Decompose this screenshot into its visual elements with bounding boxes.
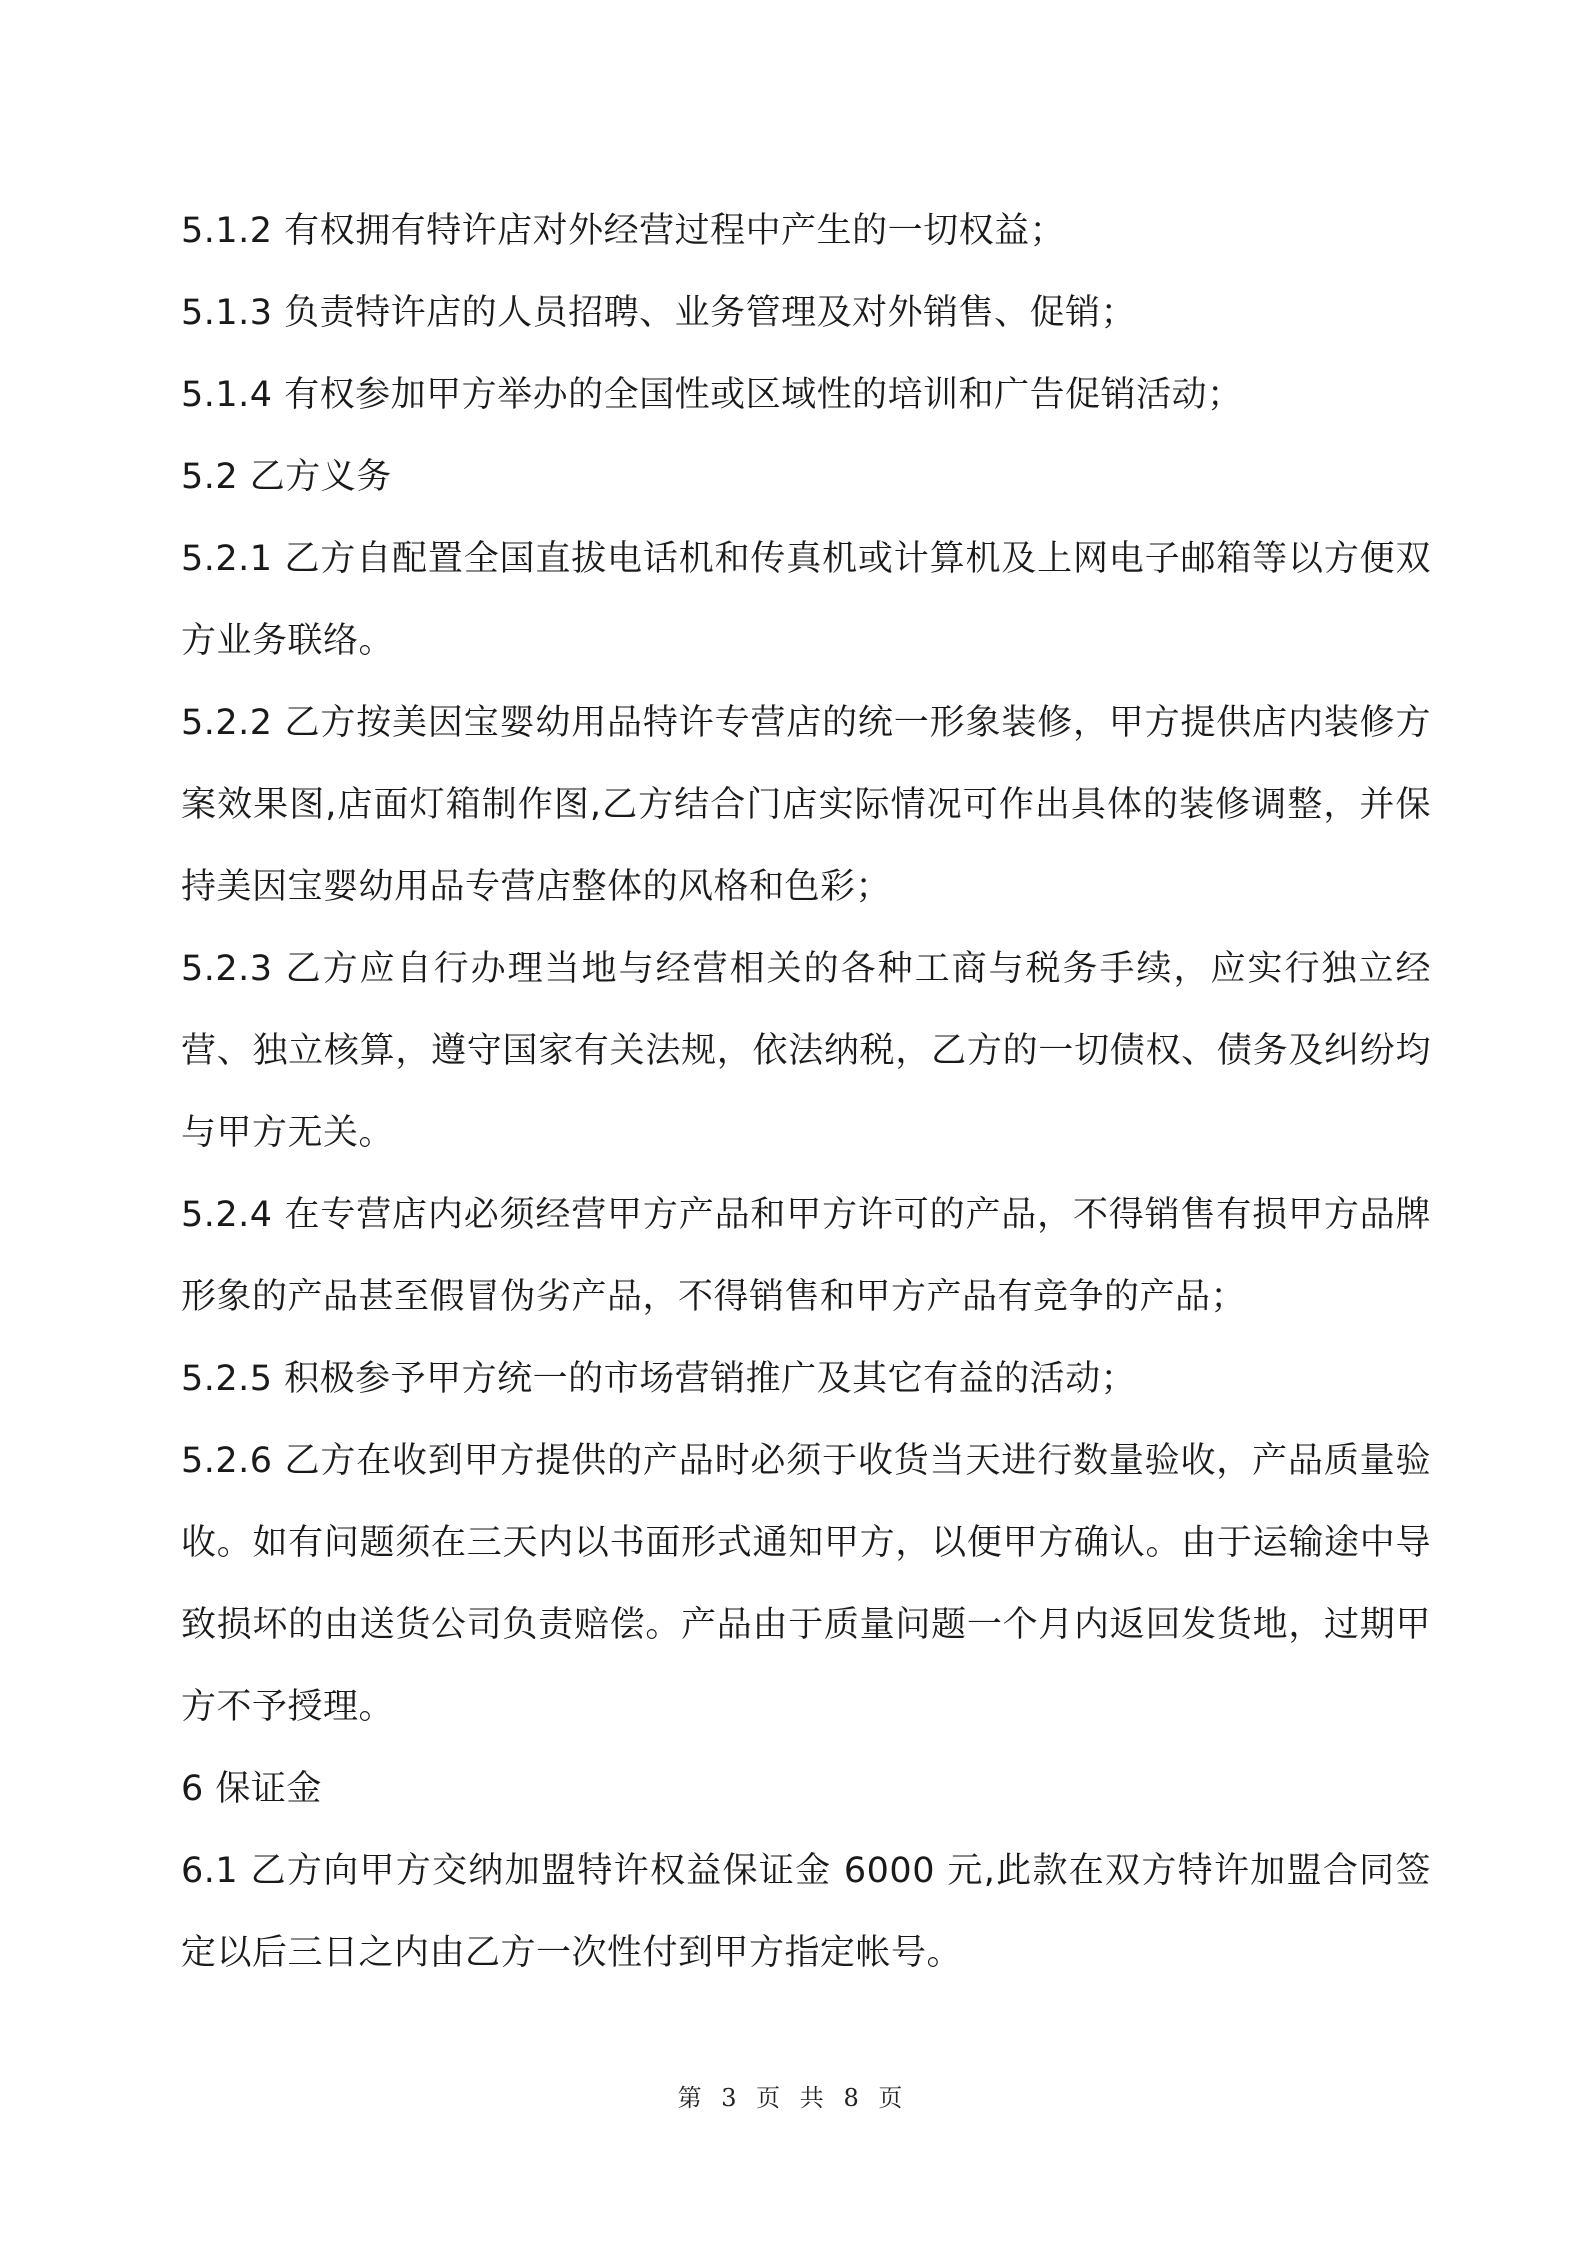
clause-5-2-1: 5.2.1 乙方自配置全国直拔电话机和传真机或计算机及上网电子邮箱等以方便双方业务联络。 — [181, 539, 1431, 661]
clause-5-2-3: 5.2.3 乙方应自行办理当地与经营相关的各种工商与税务手续，应实行独立经营、独立核算，遵守国家有关法规，依法纳税，乙方的一切债权、债务及纠纷均与甲方无关。 — [181, 949, 1431, 1153]
clause-5-1-4: 5.1.4 有权参加甲方举办的全国性或区域性的培训和广告促销活动； — [181, 375, 1243, 415]
clause-5-2-4: 5.2.4 在专营店内必须经营甲方产品和甲方许可的产品，不得销售有损甲方品牌形象的产品甚至假冒伪劣产品，不得销售和甲方产品有竞争的产品； — [181, 1195, 1431, 1317]
clause-6-1: 6.1 乙方向甲方交纳加盟特许权益保证金 6000 元,此款在双方特许加盟合同签定以后三日之内由乙方一次性付到甲方指定帐号。 — [181, 1851, 1431, 1973]
section-5-2-heading: 5.2 乙方义务 — [181, 457, 392, 497]
document-body — [181, 190, 1431, 1994]
section-6-heading: 6 保证金 — [181, 1769, 322, 1809]
clause-5-2-6: 5.2.6 乙方在收到甲方提供的产品时必须于收货当天进行数量验收，产品质量验收。如有问题须在三天内以书面形式通知甲方，以便甲方确认。由于运输途中导致损坏的由送货公司负责赔偿。产品由于质量问题一个月内返回发货地，过期甲方不予授理。 — [181, 1441, 1431, 1727]
clause-5-1-3: 5.1.3 负责特许店的人员招聘、业务管理及对外销售、促销； — [181, 293, 1137, 333]
clause-5-2-2: 5.2.2 乙方按美因宝婴幼用品特许专营店的统一形象装修，甲方提供店内装修方案效果图,店面灯箱制作图,乙方结合门店实际情况可作出具体的装修调整，并保持美因宝婴幼用品专营店整体的风格和色彩； — [181, 703, 1431, 907]
clause-5-1-2: 5.1.2 有权拥有特许店对外经营过程中产生的一切权益； — [181, 211, 1066, 251]
page-number-footer: 第 3 页 共 8 页 — [677, 2084, 909, 2112]
clause-5-2-5: 5.2.5 积极参予甲方统一的市场营销推广及其它有益的活动； — [181, 1359, 1137, 1399]
